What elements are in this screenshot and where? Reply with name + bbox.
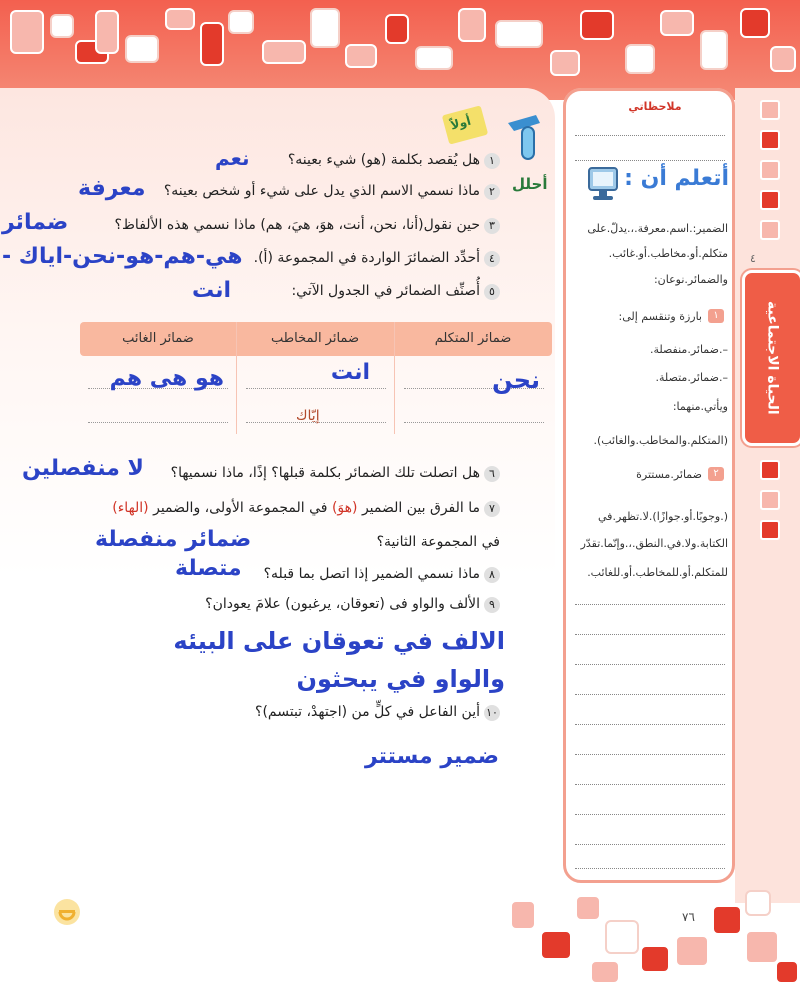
side-badge-1: ١ <box>708 309 724 323</box>
question-number: ٩ <box>484 597 500 613</box>
printed-pronoun-iyyaka: إيّاك <box>296 408 320 424</box>
table-answer-addressee: انت <box>330 360 370 385</box>
decorative-square <box>760 220 780 240</box>
publisher-logo-icon <box>50 890 84 930</box>
question-number: ٦ <box>484 466 500 482</box>
decorative-square <box>760 460 780 480</box>
question-7-continued: في المجموعة الثانية؟ <box>376 534 500 550</box>
decorative-square <box>760 490 780 510</box>
answer-6: لا منفصلين <box>22 456 144 481</box>
answer-line <box>88 422 228 423</box>
side-note-line-8: (المتكلم.والمخاطب.والغائب). <box>593 434 728 447</box>
table-header-addressee: ضمائر المخاطب <box>271 331 359 346</box>
question-2: ٢ماذا نسمي الاسم الذي يدل على شيء أو شخص بعينه؟ <box>164 183 500 200</box>
first-badge: أولاً <box>442 105 488 144</box>
unit-theme-label: الحياة الاجتماعية <box>764 301 781 415</box>
pronoun-classification-table <box>80 322 552 434</box>
note-line <box>575 844 725 845</box>
answer-10: ضمير مستتر <box>365 744 499 769</box>
question-number: ٢ <box>484 184 500 200</box>
note-line <box>575 724 725 725</box>
test-tube-icon <box>500 105 550 165</box>
question-3: ٣حين نقول(أنا، نحن، أنت، هوَ، هيَ، هم) ماذا نسمي هذه الألفاظ؟ <box>115 217 500 234</box>
answer-line <box>404 422 544 423</box>
exercise-panel <box>0 88 555 903</box>
unit-number: ٤ <box>750 252 756 265</box>
computer-monitor-icon <box>583 164 623 204</box>
note-line <box>575 694 725 695</box>
note-line <box>575 814 725 815</box>
table-answer-absent: هو هى هم <box>109 366 224 391</box>
side-note-line-4: بارزة وتنقسم إلى: <box>618 310 702 323</box>
note-line <box>575 868 725 869</box>
question-number: ١٠ <box>484 705 500 721</box>
side-note-line-11: الكتابة.ولا.في.النطق.،.وإنّما.تقدّر <box>580 537 728 550</box>
table-separator <box>236 322 237 434</box>
answer-4: هي-هم-هو-نحن-اياك - <box>2 244 243 269</box>
decorative-square <box>760 160 780 180</box>
question-10: ١٠أين الفاعل في كلٍّ من (اجتهدْ، تبتسم)؟ <box>255 704 500 721</box>
decorative-square <box>760 130 780 150</box>
question-7: ٧ما الفرق بين الضمير (هوَ) في المجموعة الأولى، والضمير (الهاء) <box>112 500 500 517</box>
answer-2: معرفة <box>78 176 146 201</box>
note-line <box>575 754 725 755</box>
side-note-line-1: الضمير:.اسم.معرفة.،.يدلّ.على <box>587 222 728 235</box>
analyze-label: أحلل <box>512 175 548 193</box>
side-note-line-5: –.ضمائر.منفصلة. <box>649 343 728 356</box>
question-6: ٦هل اتصلت تلك الضمائر بكلمة قبلها؟ إذًا، ماذا نسميها؟ <box>171 465 500 482</box>
answer-8: متصلة <box>175 556 242 581</box>
question-1: ١هل يُقصد بكلمة (هو) شيء بعينه؟ <box>288 152 500 169</box>
note-line <box>575 634 725 635</box>
notes-label: ملاحظاتي <box>628 100 682 113</box>
table-header-absent: ضمائر الغائب <box>122 331 194 346</box>
answer-9: الالف في تعوقان على البيئه والواو في يبحثون <box>173 627 505 693</box>
table-separator <box>394 322 395 434</box>
page-number: ٧٦ <box>682 910 695 924</box>
question-8: ٨ماذا نسمي الضمير إذا اتصل بما قبله؟ <box>264 566 500 583</box>
question-4: ٤أحدِّد الضمائرَ الواردة في المجموعة (أ). <box>254 250 500 267</box>
answer-3: ضمائر <box>2 210 69 235</box>
question-5: ٥أُصنِّف الضمائر في الجدول الآتي: <box>291 283 500 300</box>
learn-title: أتعلم أن : <box>624 166 729 191</box>
decorative-square <box>760 100 780 120</box>
note-line <box>575 135 725 136</box>
side-note-line-7: ويأتي.منهما: <box>672 400 728 413</box>
side-note-line-3: والضمائر.نوعان: <box>653 273 728 286</box>
answer-line <box>246 388 386 389</box>
side-note-line-6: –.ضمائر.متصلة. <box>655 371 728 384</box>
side-note-line-12: للمتكلم.أو.للمخاطب.أو.للغائب. <box>587 566 728 579</box>
side-note-line-2: متكلم.أو.مخاطب.أو.غائب. <box>608 247 728 260</box>
learn-title-box <box>583 160 733 208</box>
side-note-line-9: ضمائر.مستترة <box>636 468 702 481</box>
question-number: ٥ <box>484 284 500 300</box>
decorative-square <box>760 520 780 540</box>
unit-theme-tab <box>742 270 800 446</box>
decorative-square <box>760 190 780 210</box>
table-header-speaker: ضمائر المتكلم <box>434 331 512 346</box>
side-badge-2: ٢ <box>708 467 724 481</box>
side-note-line-10: (.وجوبًا.أو.جوازًا).لا.تظهر.في <box>598 510 728 523</box>
question-number: ٤ <box>484 251 500 267</box>
question-number: ٣ <box>484 218 500 234</box>
question-number: ٨ <box>484 567 500 583</box>
answer-1: نعم <box>215 146 250 170</box>
answer-5: انت <box>192 278 232 303</box>
note-line <box>575 664 725 665</box>
note-line <box>575 784 725 785</box>
answer-7: ضمائر منفصلة <box>95 527 252 552</box>
question-number: ١ <box>484 153 500 169</box>
question-number: ٧ <box>484 501 500 517</box>
question-9: ٩الألف والواو فى (تعوقان، يرغبون) علامَ يعودان؟ <box>205 596 500 613</box>
table-answer-speaker: نحن <box>492 366 540 394</box>
note-line <box>575 604 725 605</box>
